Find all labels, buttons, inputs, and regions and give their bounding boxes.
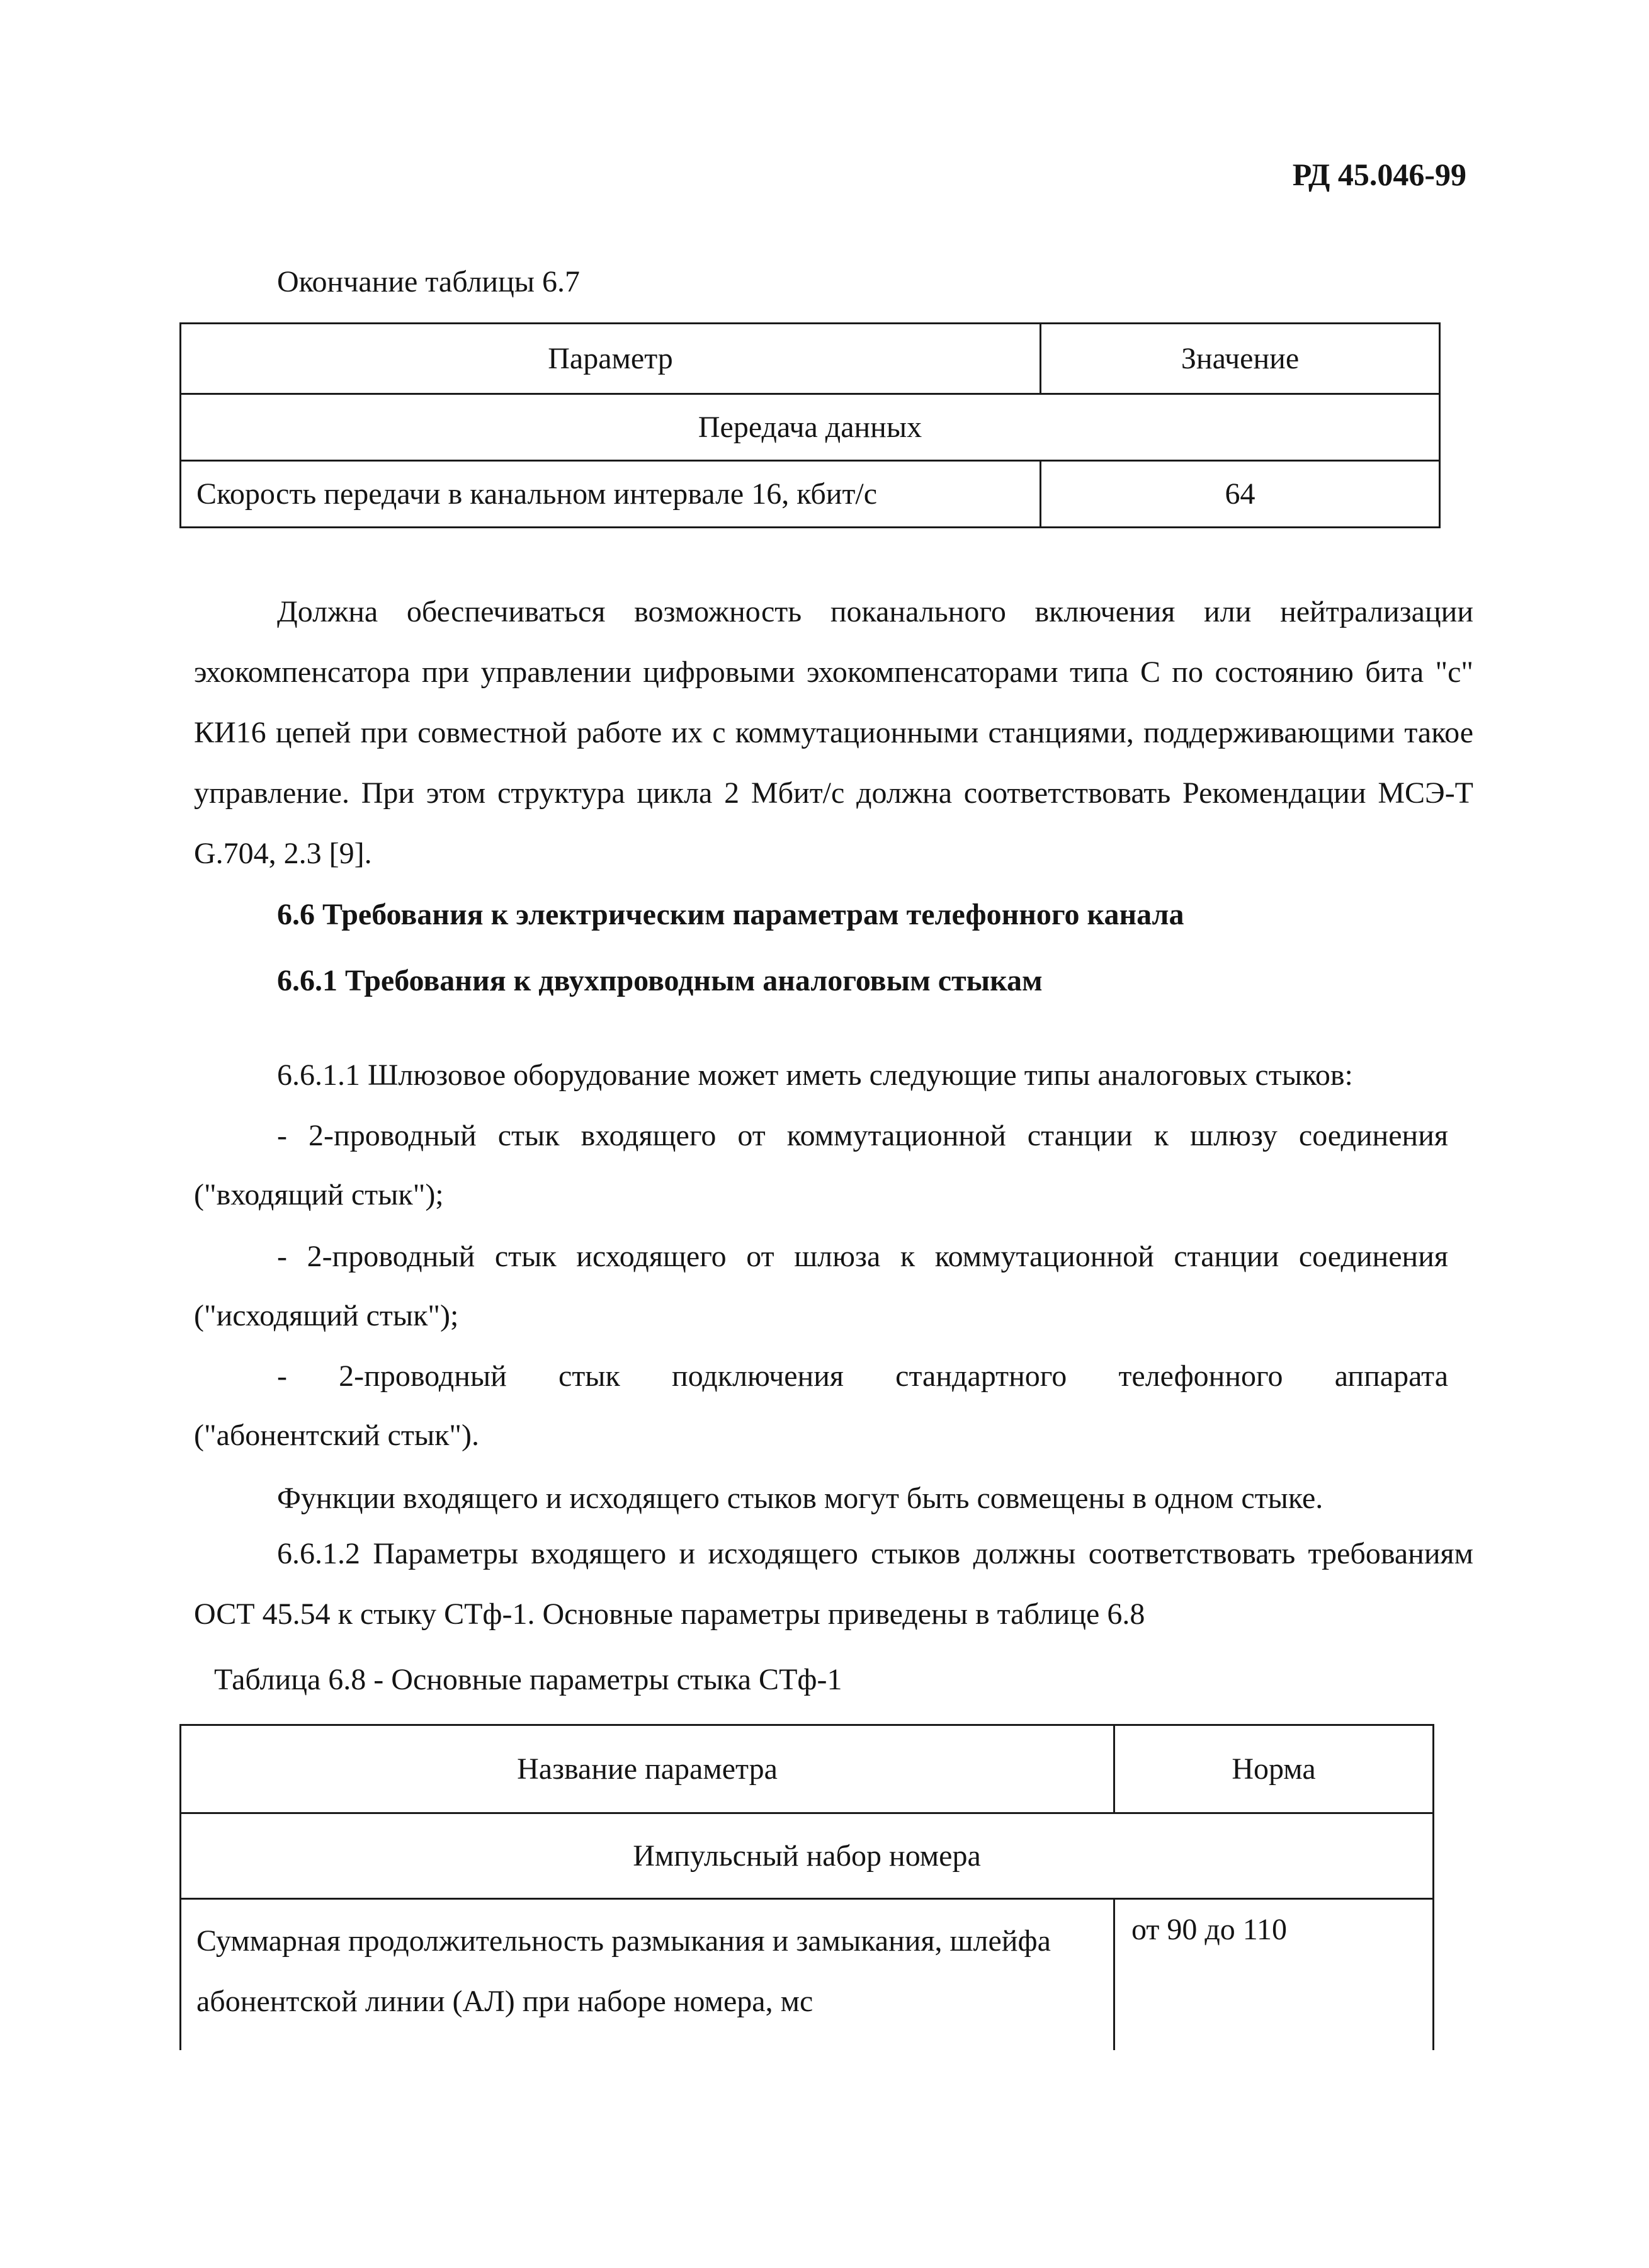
table-header-row (181, 1725, 1434, 1813)
bullet-outgoing-line1: - 2-проводный стык исходящего от шлюза к коммутационной станции соединения (277, 1240, 1448, 1273)
header-parameter-name: Название параметра (181, 1725, 1114, 1813)
bullet-incoming-line2: ("входящий стык"); (194, 1178, 444, 1211)
header-norm: Норма (1114, 1725, 1434, 1813)
paragraph-6-6-1-1: 6.6.1.1 Шлюзовое оборудование может иметь следующие типы аналоговых стыков: (277, 1058, 1353, 1092)
heading-6-6: 6.6 Требования к электрическим параметрам телефонного канала (277, 898, 1184, 931)
row-value: от 90 до 110 (1114, 1899, 1434, 2050)
heading-6-6-1: 6.6.1 Требования к двухпроводным аналоговым стыкам (277, 964, 1043, 997)
paragraph-6-6-1-2: 6.6.1.2 Параметры входящего и исходящего стыков должны соответствовать требованиям ОСТ 45.54 к стыку СТф-1. Основные параметры приведены в таблице 6.8 (194, 1537, 1473, 1631)
table-row (181, 461, 1440, 528)
table-section-row (181, 394, 1440, 461)
section-pulse-dialing: Импульсный набор номера (181, 1813, 1434, 1899)
header-parameter: Параметр (181, 324, 1041, 394)
table-6-8-caption: Таблица 6.8 - Основные параметры стыка СТф-1 (214, 1663, 842, 1696)
row-value: 64 (1041, 461, 1440, 528)
bullet-subscriber-line1: - 2-проводный стык подключения стандартного телефонного аппарата (277, 1359, 1448, 1393)
bullet-outgoing-line2: ("исходящий стык"); (194, 1299, 459, 1332)
table-6-8 (179, 1724, 1434, 2050)
document-code: РД 45.046-99 (1292, 157, 1466, 192)
bullet-subscriber-line2: ("абонентский стык"). (194, 1419, 479, 1452)
table-6-7-caption: Окончание таблицы 6.7 (277, 265, 581, 298)
row-param: Суммарная продолжительность размыкания и замыкания, шлейфа абонентской линии (АЛ) при наборе номера, мс (181, 1899, 1114, 2050)
table-header-row (181, 324, 1440, 394)
paragraph-combined-functions: Функции входящего и исходящего стыков могут быть совмещены в одном стыке. (277, 1482, 1323, 1515)
section-data-transfer: Передача данных (181, 394, 1440, 461)
table-row (181, 1899, 1434, 2050)
paragraph-echo-canceller: Должна обеспечиваться возможность поканального включения или нейтрализации эхокомпенсатора при управлении цифровыми эхокомпенсаторами типа С по состоянию бита "с" КИ16 цепей при совместной работе их с коммутационными станциями, поддерживающими такое управление. При этом структура цикла 2 Мбит/с должна соответствовать Рекомендации МСЭ-Т G.704, 2.3 [9]. (194, 595, 1473, 870)
bullet-incoming-line1: - 2-проводный стык входящего от коммутационной станции к шлюзу соединения (277, 1119, 1448, 1152)
header-value: Значение (1041, 324, 1440, 394)
table-section-row (181, 1813, 1434, 1899)
row-param: Скорость передачи в канальном интервале 16, кбит/с (181, 461, 1041, 528)
table-6-7 (179, 322, 1441, 528)
